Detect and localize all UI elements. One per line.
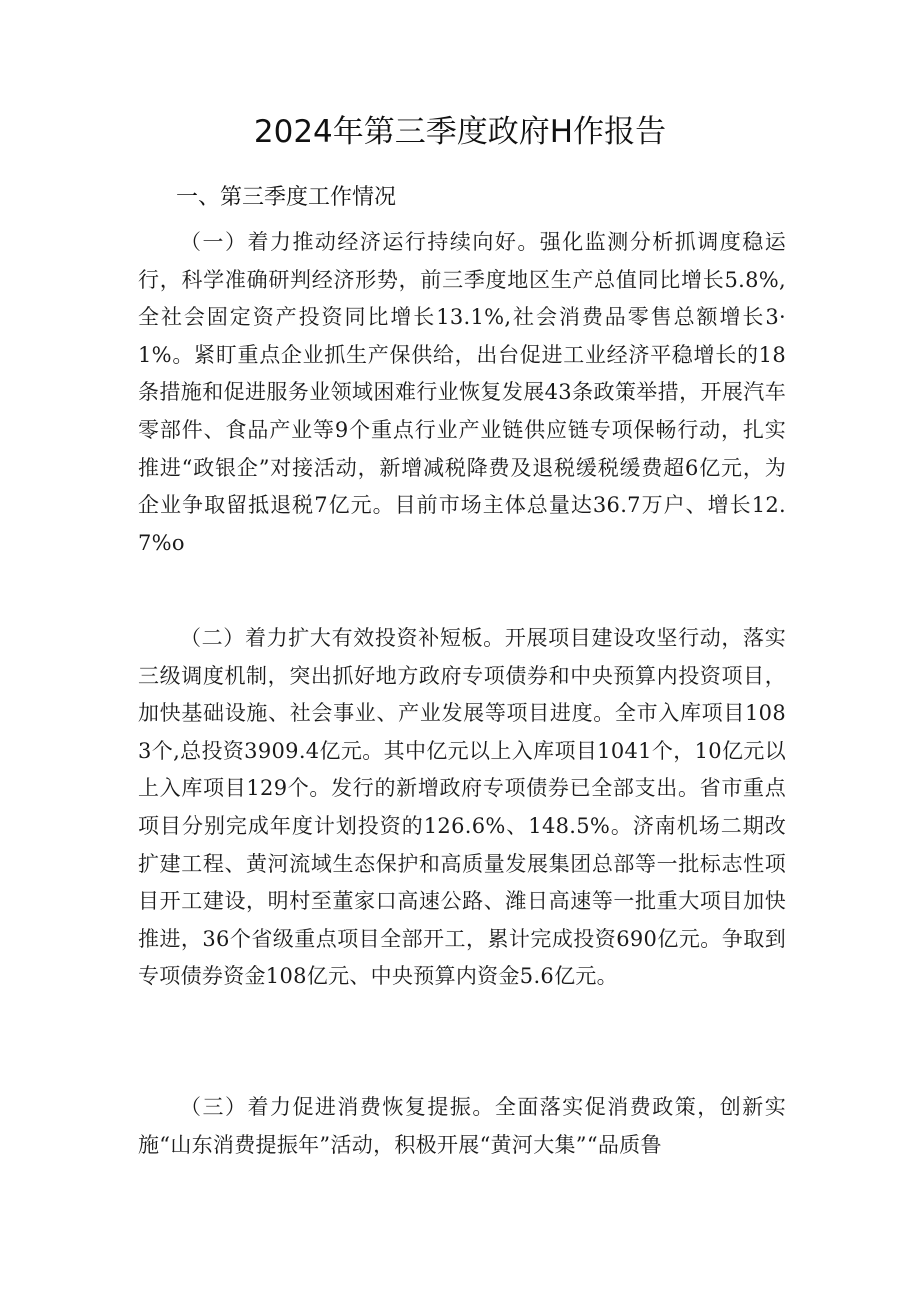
paragraph-consumption: （三）着力促进消费恢复提振。全面落实促消费政策，创新实施“山东消费提振年”活动，积极开展“黄河大集”“品质鲁 bbox=[138, 1095, 786, 1157]
document-title: 2024年第三季度政府H作报告 bbox=[253, 114, 667, 150]
section-heading: 一、第三季度工作情况 bbox=[176, 185, 397, 210]
paragraph-investment: （二）着力扩大有效投资补短板。开展项目建设攻坚行动，落实三级调度机制，突出抓好地方政府专项债券和中央预算内投资项目，加快基础设施、社会事业、产业发展等项目进度。全市入库项目1083个,总投资3909.4亿元。其中亿元以上入库项目1041个，10亿元以上入库项目129个。发行的新增政府专项债券已全部支出。省市重点项目分别完成年度计划投资的126.6%、148.5%。济南机场二期改扩建工程、黄河流域生态保护和高质量发展集团总部等一批标志性项目开工建设，明村至董家口高速公路、潍日高速等一批重大项目加快推进，36个省级重点项目全部开工，累计完成投资690亿元。争取到专项债券资金108亿元、中央预算内资金5.6亿元。 bbox=[138, 626, 786, 989]
paragraph-economy: （一）着力推动经济运行持续向好。强化监测分析抓调度稳运行，科学准确研判经济形势，前三季度地区生产总值同比增长5.8%,全社会固定资产投资同比增长13.1%,社会消费品零售总额增长3·1%。紧盯重点企业抓生产保供给，出台促进工业经济平稳增长的18条措施和促进服务业领域困难行业恢复发展43条政策举措，开展汽车零部件、食品产业等9个重点行业产业链供应链专项保畅行动，扎实推进“政银企”对接活动，新增减税降费及退税缓税缓费超6亿元，为企业争取留抵退税7亿元。目前市场主体总量达36.7万户、增长12.7%o bbox=[138, 230, 786, 555]
